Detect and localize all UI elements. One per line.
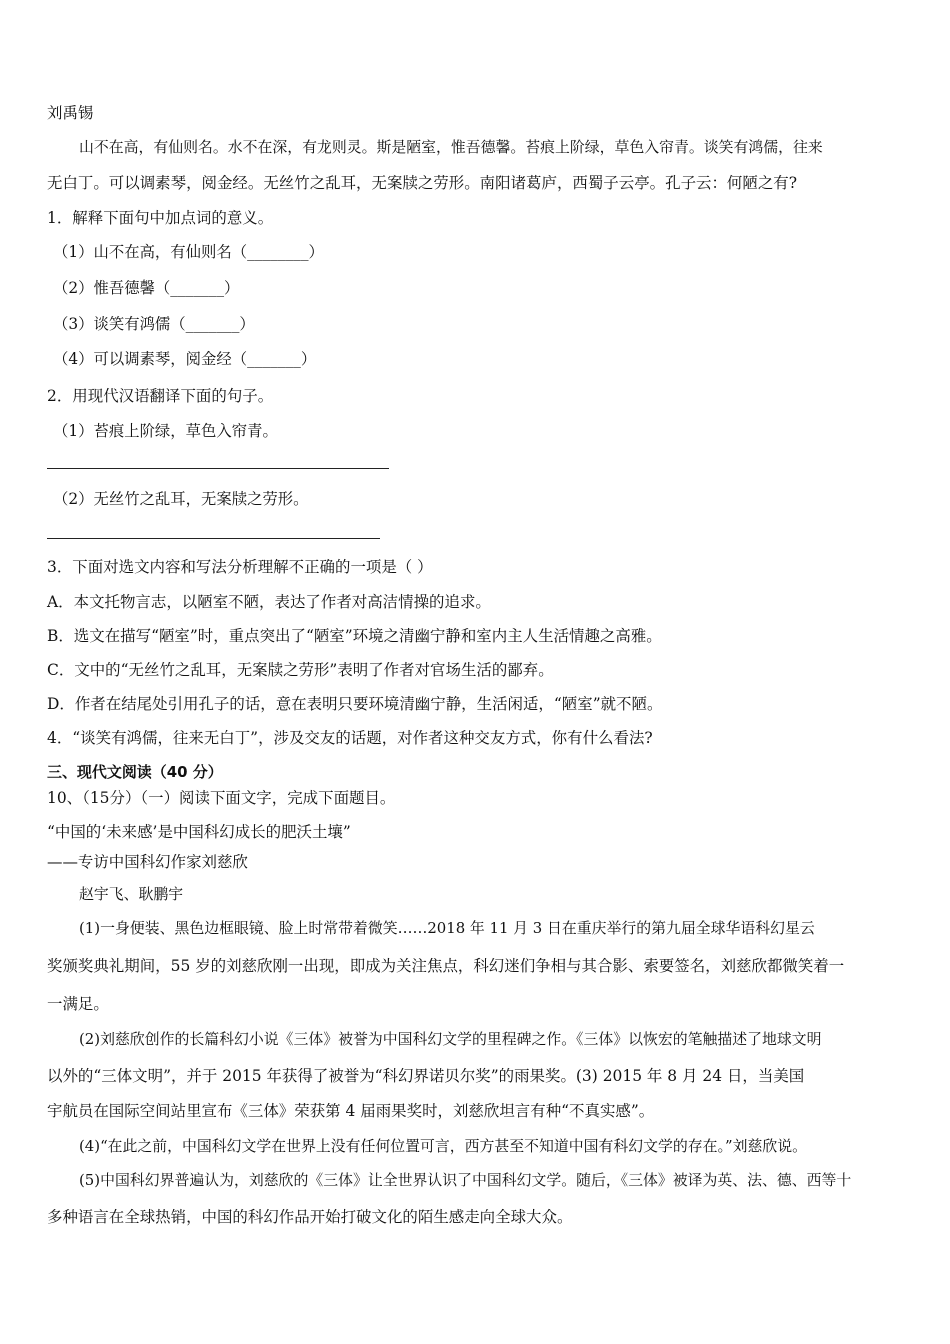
- question-2-item-1: （1）苔痕上阶绿，草色入帘青。: [53, 422, 278, 440]
- question-10-title: 10、（15分）（一）阅读下面文字，完成下面题目。: [47, 789, 396, 807]
- question-2-title: 2．用现代汉语翻译下面的句子。: [47, 387, 274, 405]
- question-3-option-c: C．文中的“无丝竹之乱耳，无案牍之劳形”表明了作者对官场生活的鄙弃。: [47, 661, 554, 679]
- question-2-item-2: （2）无丝竹之乱耳，无案牍之劳形。: [53, 490, 309, 508]
- section-heading: 三、现代文阅读（40 分）: [47, 763, 223, 781]
- question-3-option-b: B．选文在描写“陋室”时，重点突出了“陋室”环境之清幽宁静和室内主人生活情趣之高雅。: [47, 627, 662, 645]
- paragraph-5-line-1: (5)中国科幻界普遍认为，刘慈欣的《三体》让全世界认识了中国科幻文学。随后，《三体》被译为英、法、德、西等十: [79, 1171, 852, 1189]
- question-1-item-3: （3）谈笑有鸿儒（_______）: [53, 315, 255, 333]
- question-4: 4．“谈笑有鸿儒，往来无白丁”，涉及交友的话题，对作者这种交友方式，你有什么看法?: [47, 729, 653, 747]
- poem-line-1: 山不在高，有仙则名。水不在深，有龙则灵。斯是陋室，惟吾德馨。苔痕上阶绿，草色入帘青。谈笑有鸿儒，往来: [79, 138, 823, 156]
- answer-line-1[interactable]: [47, 468, 389, 469]
- question-1-item-1: （1）山不在高，有仙则名（________）: [53, 243, 324, 261]
- paragraph-1-line-1: (1)一身便装、黑色边框眼镜、脸上时常带着微笑……2018 年 11 月 3 日在重庆举行的第九届全球华语科幻星云: [79, 919, 815, 937]
- question-1-item-4: （4）可以调素琴，阅金经（_______）: [53, 350, 317, 368]
- paragraph-1-line-2: 奖颁奖典礼期间，55 岁的刘慈欣刚一出现，即成为关注焦点，科幻迷们争相与其合影、索要签名，刘慈欣都微笑着一: [47, 957, 845, 975]
- question-3-title: 3．下面对选文内容和写法分析理解不正确的一项是（ ）: [47, 558, 433, 576]
- paragraph-5-line-2: 多种语言在全球热销，中国的科幻作品开始打破文化的陌生感走向全球大众。: [47, 1208, 573, 1226]
- question-3-option-a: A．本文托物言志，以陋室不陋，表达了作者对高洁情操的追求。: [47, 593, 491, 611]
- poem-line-2: 无白丁。可以调素琴，阅金经。无丝竹之乱耳，无案牍之劳形。南阳诸葛庐，西蜀子云亭。孔子云：何陋之有?: [47, 174, 798, 192]
- article-subtitle: ——专访中国科幻作家刘慈欣: [47, 853, 248, 871]
- paragraph-2-line-3: 宇航员在国际空间站里宣布《三体》荣获第 4 届雨果奖时，刘慈欣坦言有种“不真实感”。: [47, 1102, 655, 1120]
- question-1-item-2: （2）惟吾德馨（_______）: [53, 279, 240, 297]
- article-authors: 赵宇飞、耿鹏宇: [79, 885, 184, 903]
- article-title: “中国的‘未来感’是中国科幻成长的肥沃土壤”: [47, 823, 351, 841]
- paragraph-4: (4)“在此之前，中国科幻文学在世界上没有任何位置可言，西方甚至不知道中国有科幻文学的存在。”刘慈欣说。: [79, 1137, 807, 1155]
- question-3-option-d: D．作者在结尾处引用孔子的话，意在表明只要环境清幽宁静，生活闲适，“陋室”就不陋。: [47, 695, 663, 713]
- author-line: 刘禹锡: [47, 104, 94, 122]
- paragraph-2-line-1: (2)刘慈欣创作的长篇科幻小说《三体》被誉为中国科幻文学的里程碑之作。《三体》以恢宏的笔触描述了地球文明: [79, 1030, 822, 1048]
- paragraph-1-line-3: 一满足。: [47, 995, 109, 1013]
- paragraph-2-line-2: 以外的“三体文明”，并于 2015 年获得了被誉为“科幻界诺贝尔奖”的雨果奖。(3) 2015 年 8 月 24 日，当美国: [47, 1067, 805, 1085]
- answer-line-2[interactable]: [47, 538, 380, 539]
- question-1-title: 1．解释下面句中加点词的意义。: [47, 209, 274, 227]
